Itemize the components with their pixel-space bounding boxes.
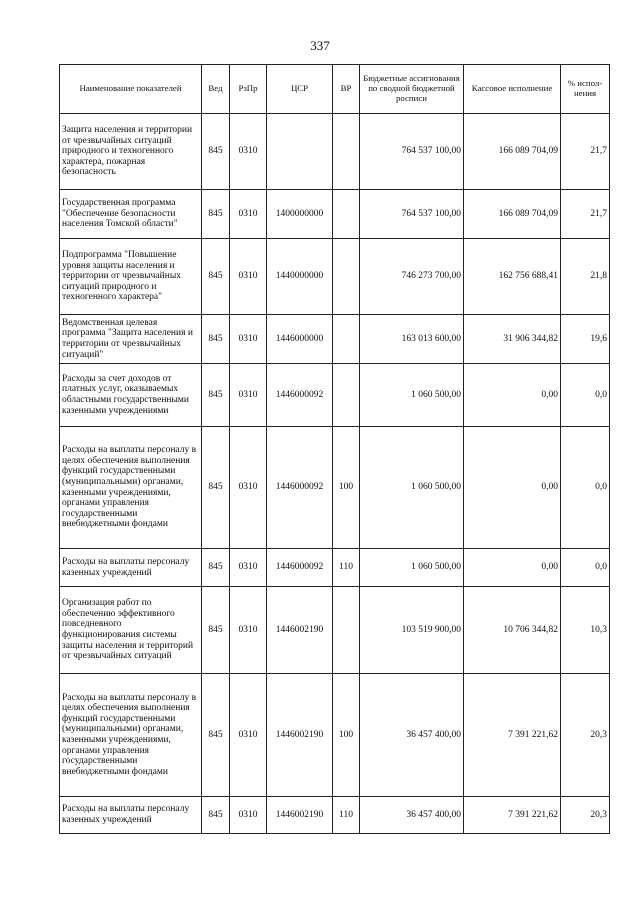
row-name: Подпрограмма "Повышение уровня защиты населения и территории от чрезвычайных ситуаций природного и техногенного характера" bbox=[60, 239, 202, 315]
row-vr: 110 bbox=[333, 549, 360, 587]
row-name: Ведомственная целевая программа "Защита населения и территории от чрезвычайных ситуаций" bbox=[60, 315, 202, 364]
row-rzpr: 0310 bbox=[230, 427, 267, 549]
table-row bbox=[60, 674, 610, 797]
row-rzpr: 0310 bbox=[230, 239, 267, 315]
row-rzpr: 0310 bbox=[230, 549, 267, 587]
row-ved: 845 bbox=[202, 239, 230, 315]
row-ved: 845 bbox=[202, 797, 230, 834]
table-row bbox=[60, 549, 610, 587]
row-exec: 0,00 bbox=[464, 364, 561, 427]
row-ved: 845 bbox=[202, 587, 230, 674]
row-pct: 20,3 bbox=[561, 797, 610, 834]
row-exec: 162 756 688,41 bbox=[464, 239, 561, 315]
table-row bbox=[60, 797, 610, 834]
table-row bbox=[60, 364, 610, 427]
header-pct: % испол-нения bbox=[561, 65, 610, 114]
row-assign: 103 519 900,00 bbox=[360, 587, 464, 674]
row-rzpr: 0310 bbox=[230, 190, 267, 239]
row-vr bbox=[333, 587, 360, 674]
row-ved: 845 bbox=[202, 114, 230, 190]
row-exec: 166 089 704,09 bbox=[464, 190, 561, 239]
header-exec: Кассовое исполнение bbox=[464, 65, 561, 114]
row-assign: 36 457 400,00 bbox=[360, 674, 464, 797]
table-row bbox=[60, 239, 610, 315]
row-ved: 845 bbox=[202, 549, 230, 587]
row-vr bbox=[333, 315, 360, 364]
row-exec: 166 089 704,09 bbox=[464, 114, 561, 190]
row-assign: 1 060 500,00 bbox=[360, 549, 464, 587]
row-csr: 1446002190 bbox=[267, 674, 333, 797]
row-ved: 845 bbox=[202, 674, 230, 797]
table-row bbox=[60, 114, 610, 190]
header-assign: Бюджетные ассигнования по сводной бюджетной росписи bbox=[360, 65, 464, 114]
table-row bbox=[60, 587, 610, 674]
row-exec: 7 391 221,62 bbox=[464, 797, 561, 834]
table-header-row bbox=[60, 65, 610, 114]
budget-table bbox=[59, 64, 610, 834]
row-name: Расходы на выплаты персоналу в целях обеспечения выполнения функций государственными (муниципальными) органами, казенными учреждениями, органами управления государственными внебюджетными фондами bbox=[60, 427, 202, 549]
row-csr: 1440000000 bbox=[267, 239, 333, 315]
row-csr: 1446000092 bbox=[267, 364, 333, 427]
row-ved: 845 bbox=[202, 427, 230, 549]
table-row bbox=[60, 190, 610, 239]
row-pct: 21,8 bbox=[561, 239, 610, 315]
row-pct: 0,0 bbox=[561, 549, 610, 587]
row-rzpr: 0310 bbox=[230, 114, 267, 190]
row-assign: 1 060 500,00 bbox=[360, 364, 464, 427]
row-exec: 10 706 344,82 bbox=[464, 587, 561, 674]
row-ved: 845 bbox=[202, 364, 230, 427]
row-assign: 764 537 100,00 bbox=[360, 114, 464, 190]
row-csr: 1446000092 bbox=[267, 549, 333, 587]
table-row bbox=[60, 427, 610, 549]
row-csr: 1446000092 bbox=[267, 427, 333, 549]
header-rzpr: РзПр bbox=[230, 65, 267, 114]
row-exec: 0,00 bbox=[464, 427, 561, 549]
row-pct: 21,7 bbox=[561, 190, 610, 239]
row-vr bbox=[333, 239, 360, 315]
row-rzpr: 0310 bbox=[230, 674, 267, 797]
row-assign: 163 013 600,00 bbox=[360, 315, 464, 364]
header-name: Наименование показателей bbox=[60, 65, 202, 114]
header-csr: ЦСР bbox=[267, 65, 333, 114]
header-ved: Вед bbox=[202, 65, 230, 114]
row-rzpr: 0310 bbox=[230, 364, 267, 427]
row-name: Государственная программа "Обеспечение безопасности населения Томской области" bbox=[60, 190, 202, 239]
row-name: Расходы на выплаты персоналу в целях обеспечения выполнения функций государственными (муниципальными) органами, казенными учреждениями, органами управления государственными внебюджетными фондами bbox=[60, 674, 202, 797]
row-name: Организация работ по обеспечению эффективного повседневного функционирования системы защиты населения и территорий от чрезвычайных ситуаций bbox=[60, 587, 202, 674]
row-vr: 110 bbox=[333, 797, 360, 834]
row-vr bbox=[333, 364, 360, 427]
row-name: Расходы за счет доходов от платных услуг, оказываемых областными государственными казенными учреждениями bbox=[60, 364, 202, 427]
row-vr: 100 bbox=[333, 427, 360, 549]
row-ved: 845 bbox=[202, 190, 230, 239]
row-csr: 1400000000 bbox=[267, 190, 333, 239]
row-pct: 0,0 bbox=[561, 364, 610, 427]
row-name: Расходы на выплаты персоналу казенных учреждений bbox=[60, 549, 202, 587]
row-csr: 1446002190 bbox=[267, 587, 333, 674]
row-assign: 1 060 500,00 bbox=[360, 427, 464, 549]
page-number: 337 bbox=[310, 38, 330, 53]
row-assign: 746 273 700,00 bbox=[360, 239, 464, 315]
row-pct: 19,6 bbox=[561, 315, 610, 364]
row-csr bbox=[267, 114, 333, 190]
table-row bbox=[60, 315, 610, 364]
row-assign: 36 457 400,00 bbox=[360, 797, 464, 834]
row-assign: 764 537 100,00 bbox=[360, 190, 464, 239]
row-rzpr: 0310 bbox=[230, 315, 267, 364]
row-pct: 10,3 bbox=[561, 587, 610, 674]
row-pct: 20,3 bbox=[561, 674, 610, 797]
row-csr: 1446000000 bbox=[267, 315, 333, 364]
row-rzpr: 0310 bbox=[230, 797, 267, 834]
row-vr bbox=[333, 114, 360, 190]
row-exec: 31 906 344,82 bbox=[464, 315, 561, 364]
row-ved: 845 bbox=[202, 315, 230, 364]
header-vr: ВР bbox=[333, 65, 360, 114]
row-vr bbox=[333, 190, 360, 239]
row-pct: 21,7 bbox=[561, 114, 610, 190]
row-vr: 100 bbox=[333, 674, 360, 797]
row-exec: 7 391 221,62 bbox=[464, 674, 561, 797]
row-name: Защита населения и территории от чрезвычайных ситуаций природного и техногенного характера, пожарная безопасность bbox=[60, 114, 202, 190]
row-pct: 0,0 bbox=[561, 427, 610, 549]
row-rzpr: 0310 bbox=[230, 587, 267, 674]
row-csr: 1446002190 bbox=[267, 797, 333, 834]
row-name: Расходы на выплаты персоналу казенных учреждений bbox=[60, 797, 202, 834]
row-exec: 0,00 bbox=[464, 549, 561, 587]
